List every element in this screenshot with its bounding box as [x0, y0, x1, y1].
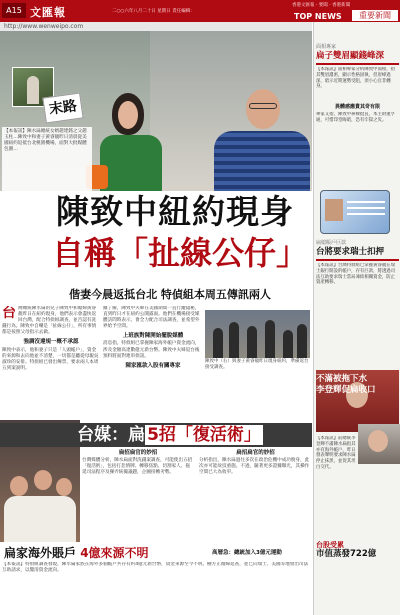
man-figure-body — [214, 131, 310, 191]
story-paragraph: 據了解，陳致中夫婦在美國期間一直行蹤隱秘，直到昨日才在紐約公開露面。他們在機場接受媒體訪問時表示，會全力配合司法調查，並希望外界給予空間。 — [103, 306, 200, 330]
story-paragraph: 陳致中表示，他和妻子只是「人頭帳戶」，資金的來源和去向他並不清楚，一切都是聽從母親吳淑珍的安排。特偵組已發出傳票，要求兩人本周五到案說明。 — [2, 347, 99, 371]
story-subtitle: 陳家匯款入股有關專家 — [125, 362, 181, 369]
bottom-headline-a: 扁家海外賬戶 — [4, 546, 77, 560]
crowd-figure — [297, 324, 307, 358]
card-line — [347, 201, 385, 203]
divider — [316, 259, 399, 261]
story-subtitle: 上班族對陳開始擺脫媒體 — [122, 333, 184, 340]
sidebar-block-lee — [316, 374, 399, 396]
woman-figure-face — [118, 101, 138, 129]
photo-caption — [2, 127, 92, 191]
story-subtitle: 強調沒違規一概不承認 — [23, 339, 79, 346]
crowd-figure — [213, 328, 223, 358]
website-url[interactable]: http://www.wenweipo.com — [0, 22, 312, 31]
sidebar-block-stocks — [316, 542, 399, 560]
story-paragraph: 消息指，特偵組已掌握陳家海外帳戶資金流向，涉及金額高達數億元新台幣。陳致中夫婦返台後預料將面對連串偵訊。 — [103, 341, 200, 359]
sidebar-text: 專家又指，陳致中鼻樑挺直，本主財運亨通，可惜印堂晦暗，恐有牢獄之災。 — [316, 112, 396, 123]
date-line: 二○○六年八月二十日 星期日 責任編輯： — [112, 9, 195, 14]
sidebar-label: 台股受累 — [316, 541, 344, 549]
lower-subtitle: 扁招扁官的妙招 — [118, 450, 158, 456]
paper-name: 文匯報 — [30, 6, 66, 19]
family-figure — [10, 476, 28, 496]
airport-photo — [205, 310, 310, 358]
dropcap: 台 — [2, 306, 16, 321]
headline-line1: 陳致中紐約現身 — [56, 192, 294, 231]
lower-story — [82, 448, 312, 536]
sidebar-label: 面相專家 — [316, 44, 337, 50]
page-number: A15 — [2, 3, 26, 18]
glasses-icon — [249, 103, 277, 109]
lower-paragraph: 台灣媒體分析，陳水扁面對洗錢案調查，可能使出五招「復活術」，包括打悲情牌、轉移焦點、切割家人、拖延司法程序及操弄統獨議題，企圖扭轉劣勢。 — [82, 458, 193, 476]
crowd-figure — [265, 320, 275, 358]
sidebar-subtitle: 異體感應貴其奇有限 — [334, 104, 380, 110]
sidebar-title: 李登輝促扁收口 — [316, 385, 376, 395]
photo-tag: 末路 — [42, 92, 83, 123]
sidebar-block-face-reading — [316, 44, 399, 170]
band-headline-highlight: 5招「復活術」 — [147, 425, 261, 445]
crowd-figure — [283, 330, 293, 358]
card-line — [347, 213, 385, 215]
bottom-headline-b: 4億來源不明 — [80, 546, 149, 560]
lower-paragraph: 分析指出，陳水扁過往多次在政治危機中成功脫身，此次亦可能故技重施。不過，隨著更多證據曝光，其操作空間已大為收窄。 — [199, 458, 310, 476]
family-figure — [56, 478, 72, 496]
story-paragraph: 灣總統陳水扁的兒子陳致中和媳婦黃睿靚昨日在紐約現身，他們表示會盡快返回台灣，配合特偵組調查，並否認有洗錢行為。陳致中自嘲是「扯線公仔」，所有事情都是按照父母指示去做。 — [2, 306, 97, 336]
section-links[interactable]: 香港文匯報 · 要聞 · 香港新聞 — [292, 3, 351, 8]
sidebar-block-lee-text — [316, 436, 358, 536]
section-name-en: TOP NEWS — [294, 12, 342, 21]
family-figure — [34, 470, 52, 490]
lower-column-1 — [82, 448, 194, 536]
sidebar-label: 扁媳賬戶巨款 — [316, 240, 347, 246]
crowd-figure — [247, 326, 257, 358]
story-column-2 — [103, 306, 203, 421]
sidebar-text: 【本報訊】面相專家分析陳致中面相，指其雙眉濃密，顯示性格固執，但眉峰過深，暗示近期運勢受阻，須小心官非纏身。 — [316, 67, 396, 90]
lead-photo — [0, 31, 312, 191]
band-headline — [40, 425, 300, 445]
portrait-figure — [368, 430, 388, 452]
sidebar-text: 【本報訊】前總統李登輝不滿陳水扁指其亦有海外帳戶，昨日發表聲明要求陳水扁停止抹黑，並促其坦白交代。 — [316, 436, 356, 470]
card-photo — [325, 199, 343, 221]
section-band — [0, 423, 312, 447]
sidebar-text: 【本報訊】台灣特偵組已掌握黃睿靚在瑞士銀行開設的帳戶，存有巨款，將透過司法互助要求瑞士當局凍結相關資金，防止資產轉移。 — [316, 263, 396, 286]
section-name-zh: 重要新聞 — [352, 10, 398, 21]
headline-line2: 自稱「扯線公仔」 — [52, 234, 309, 272]
woman-figure-body — [100, 135, 162, 191]
lower-column-2 — [199, 448, 312, 536]
crowd-figure — [229, 322, 239, 358]
sidebar-title: 不滿被拖下水 — [316, 374, 368, 384]
card-line — [347, 207, 385, 209]
bottom-story-text: 【本報訊】特偵組調查發現，陳水扁家族在海外多個帳戶共存有約4億元新台幣，資金來源至今不明。檢方正循線追查，並已向瑞士、美國等地發出司法互助請求，以釐清資金流向。 — [2, 562, 309, 573]
family-clothing — [4, 496, 76, 542]
id-card-graphic — [320, 190, 390, 234]
man-figure-head — [246, 89, 280, 129]
subheadline: 偕妻今晨返抵台北 特偵組本周五傳訊兩人 — [69, 288, 271, 301]
bottom-side-title: 高層急：總統加入3億元運動 — [212, 550, 282, 556]
sidebar-block-swiss-account — [316, 240, 399, 363]
photo-caption-text: 【本報訊】陳水扁總統女婿趙建銘之父趙玉柱…陳致中和妻子黃睿靚昨日清晨從美國紐約返抵台北桃園機場，面對大批媒體包圍… — [4, 129, 87, 152]
airport-photo-caption: 陳致中（右）與妻子黃睿靚昨日現身紐約，準備返台接受調查。 — [205, 359, 309, 370]
bottom-headline — [4, 544, 214, 561]
masthead — [0, 0, 400, 22]
band-headline-prefix: 台媒：扁 — [77, 425, 146, 445]
sidebar-title: 市值蒸發722億 — [316, 549, 377, 559]
inset-figure — [27, 76, 39, 104]
sidebar-title: 台將要求瑞士扣押 — [316, 247, 385, 257]
lower-subtitle: 扁招扁官的妙招 — [236, 450, 275, 456]
divider — [316, 63, 399, 65]
story-column-1 — [2, 306, 100, 421]
sidebar — [313, 22, 400, 615]
sidebar-title: 扁子雙眉顯錢峰深 — [316, 51, 385, 61]
lee-photo — [358, 424, 400, 464]
